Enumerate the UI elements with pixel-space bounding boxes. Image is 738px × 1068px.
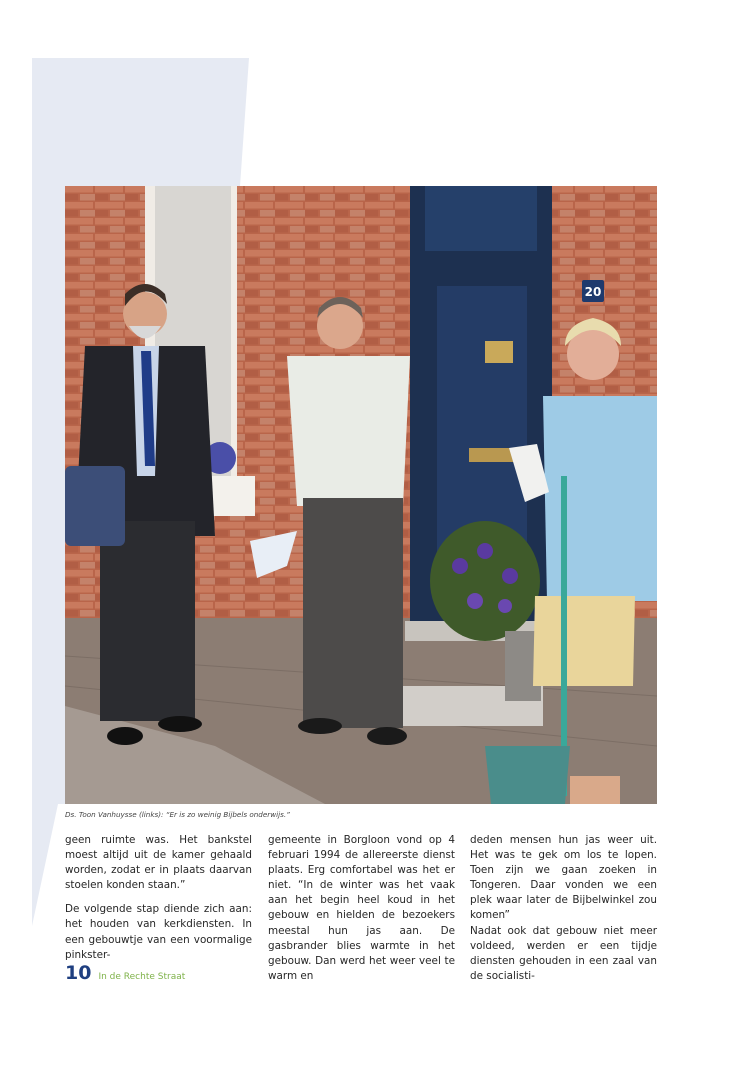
article-photo bbox=[65, 186, 657, 804]
paragraph: deden mensen hun jas weer uit. Het was te gek om los te lopen. Toen zijn we gaan zoeken in Tongeren. Daar vonden we een plek waar later de Bijbelwinkel zou komen” bbox=[470, 834, 657, 922]
paragraph: De volgende stap diende zich aan: het houden van kerkdiensten. In een gebouwtje van een voormalige pinkster- bbox=[65, 903, 252, 961]
page-number: 10 bbox=[65, 962, 92, 984]
magazine-title: In de Rechte Straat bbox=[98, 972, 186, 982]
paragraph: Nadat ook dat gebouw niet meer voldeed, werden er een tijdje diensten gehouden in een zaal van de socialisti- bbox=[470, 924, 657, 982]
paragraph: gemeente in Borgloon vond op 4 februari 1994 de allereerste dienst plaats. Erg comfortabel was het er niet. “In de winter was het vaak aan het begin heel koud in het gebouw en hielden de bezoekers meestal hun jas aan. De gasbrander blies warmte in het gebouw. Dan werd het weer veel te warm en bbox=[268, 834, 455, 982]
text-column-3 bbox=[470, 833, 657, 984]
page-footer bbox=[65, 962, 185, 986]
text-column-2 bbox=[268, 833, 455, 984]
text-column-1 bbox=[65, 833, 252, 963]
photo-caption: Ds. Toon Vanhuysse (links): “Er is zo weinig Bijbels onderwijs.” bbox=[65, 810, 290, 819]
house-number: 20 bbox=[584, 285, 602, 299]
paragraph: geen ruimte was. Het bankstel moest altijd uit de kamer gehaald worden, zodat er in plaats daarvan stoelen konden staan.” bbox=[65, 834, 252, 892]
